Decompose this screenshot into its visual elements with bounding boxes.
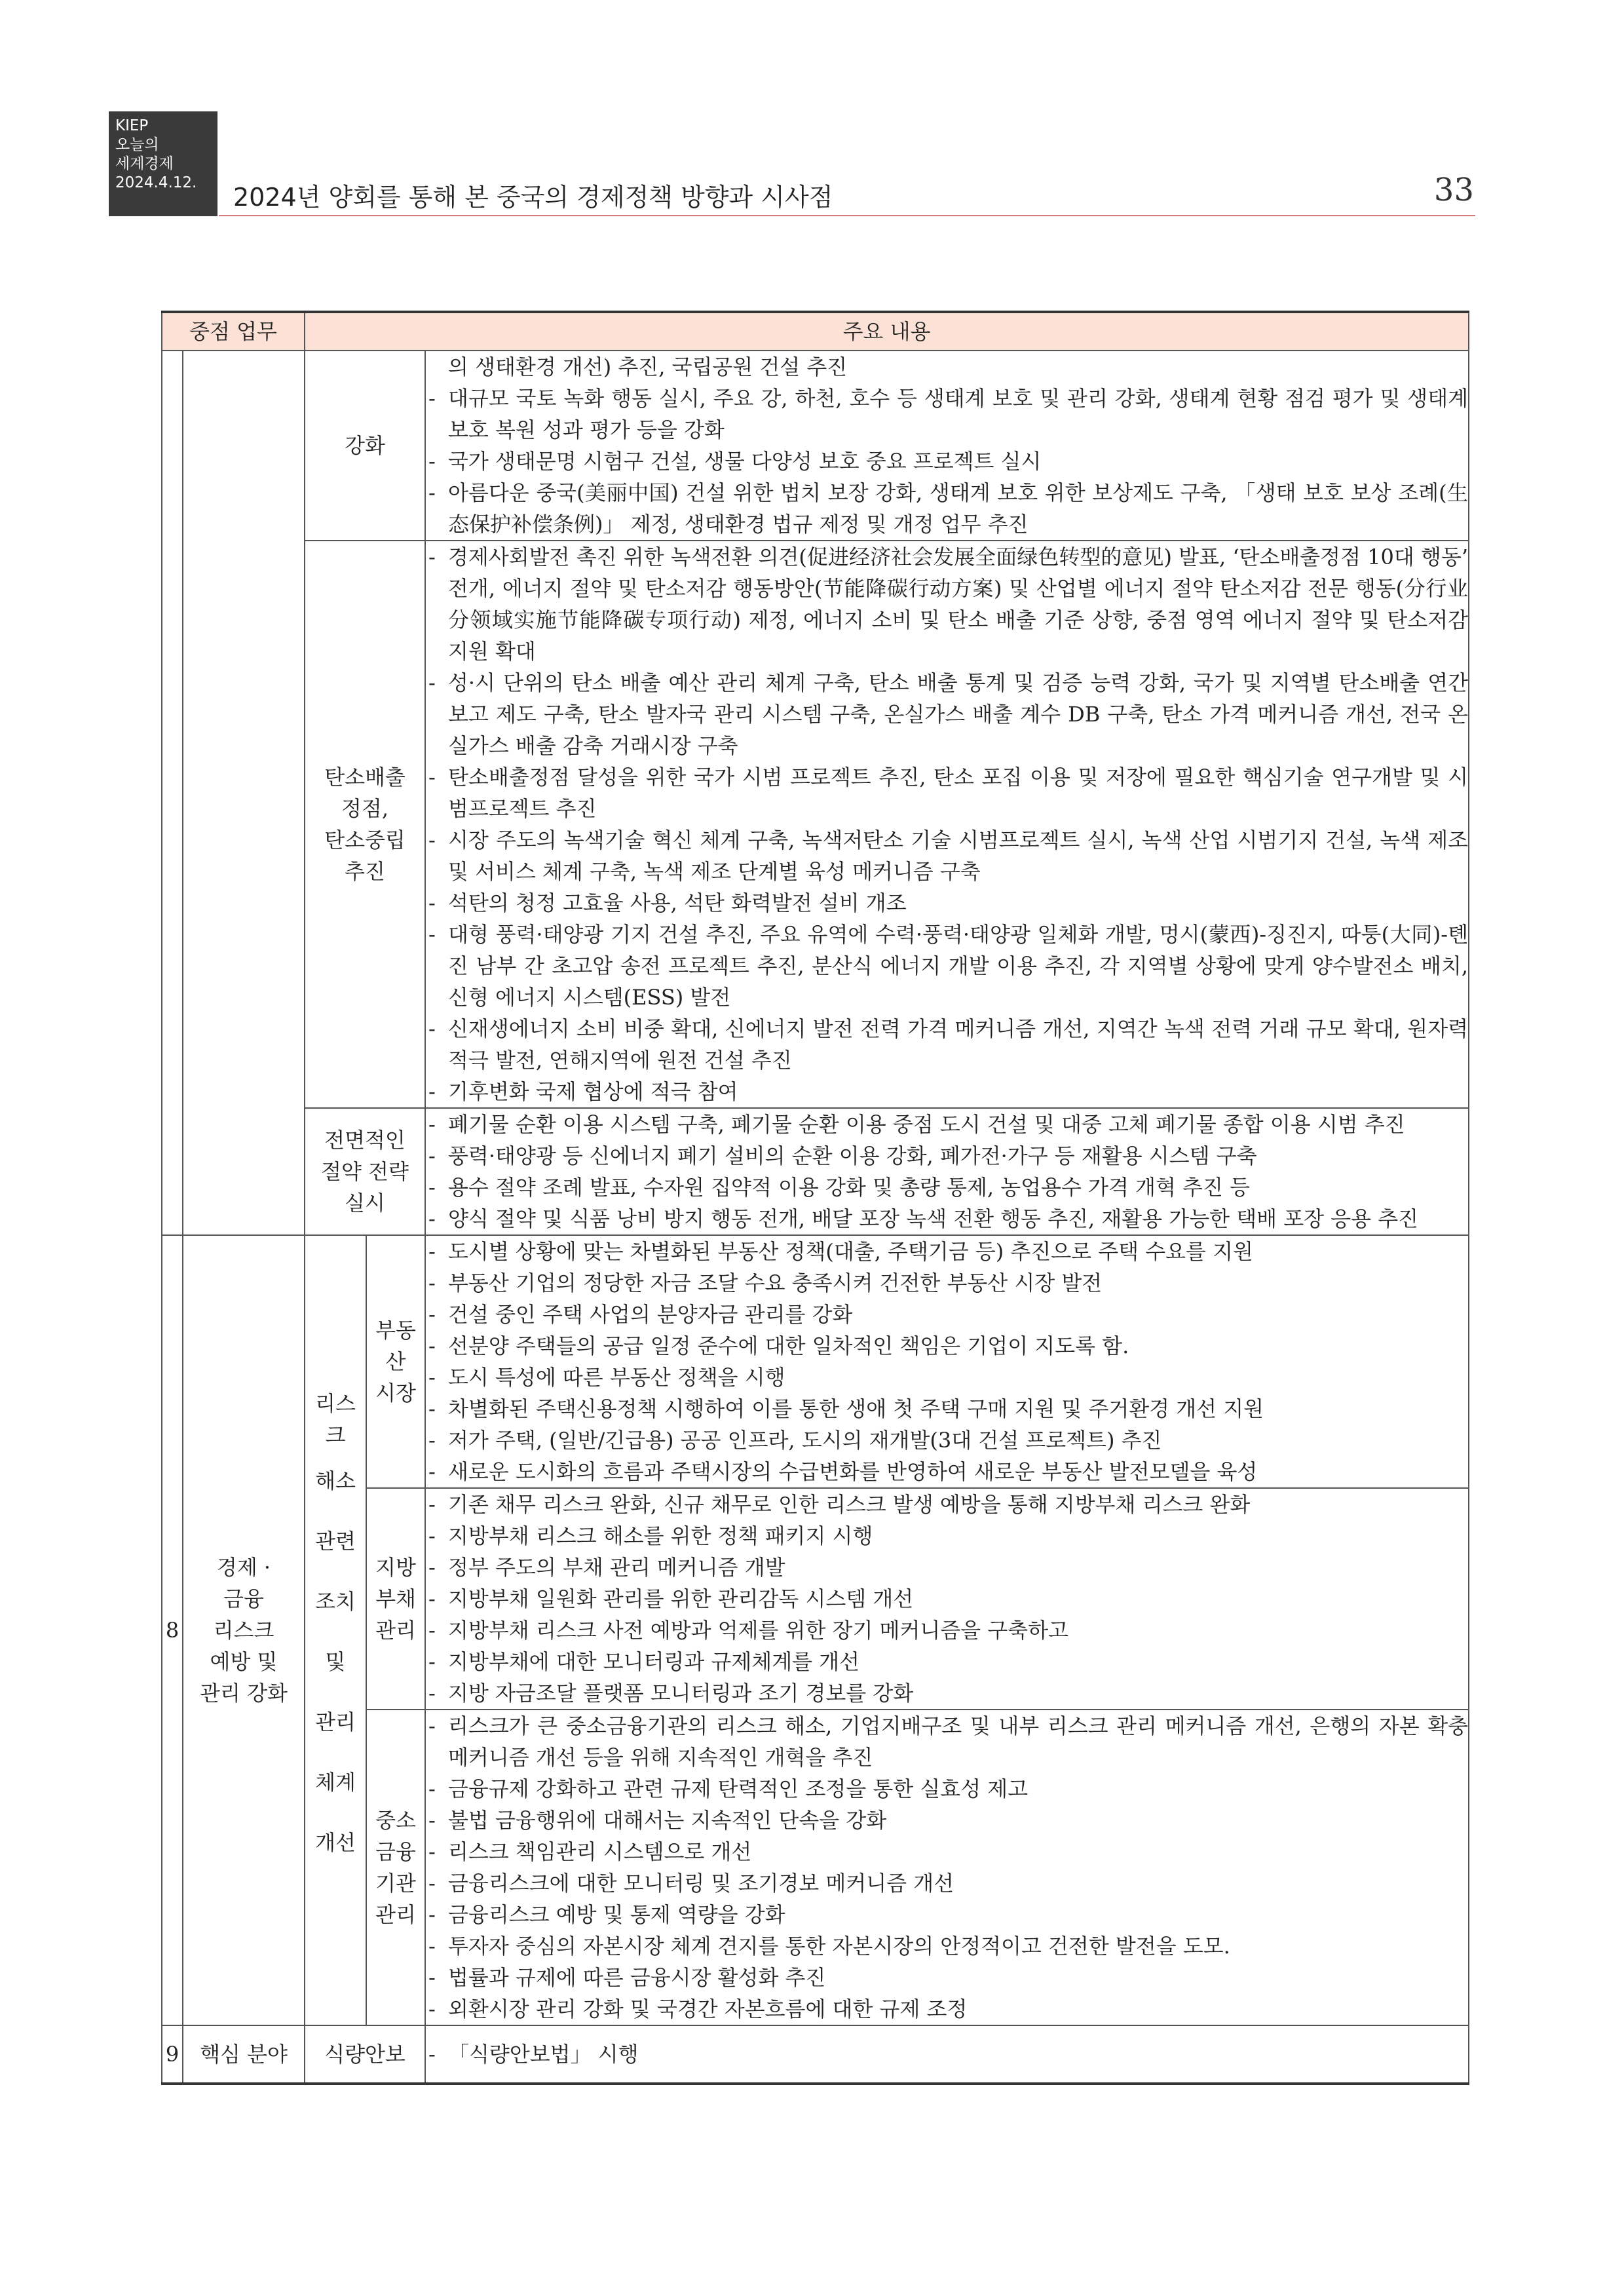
list-item: - 기존 채무 리스크 완화, 신규 채무로 인한 리스크 발생 예방을 통해 지방부채 리스크 완화 <box>426 1489 1468 1520</box>
sub-label-carbon <box>305 541 425 1108</box>
list-item: - 불법 금융행위에 대해서는 지속적인 단속을 강화 <box>426 1805 1468 1836</box>
label-line: 관련 <box>315 1529 356 1554</box>
series-name-line2: 세계경제 <box>115 155 174 172</box>
label-line: 부채 <box>375 1586 416 1611</box>
label-line: 산 <box>385 1349 406 1374</box>
list-item: - 국가 생태문명 시험구 건설, 생물 다양성 보호 중요 프로젝트 실시 <box>426 446 1468 477</box>
label-line: 중소 <box>375 1808 416 1833</box>
content-cell <box>425 1488 1469 1710</box>
list-item: - 지방부채 리스크 해소를 위한 정책 패키지 시행 <box>426 1520 1468 1552</box>
list-item: - 탄소배출정점 달성을 위한 국가 시범 프로젝트 추진, 탄소 포집 이용 및 저장에 필요한 핵심기술 연구개발 및 시범프로젝트 추진 <box>426 761 1468 824</box>
list-item: - 대형 풍력·태양광 기지 건설 추진, 주요 유역에 수력·풍력·태양광 일체화 개발, 멍시(蒙西)-징진지, 따퉁(大同)-톈진 남부 간 초고압 송전 프로젝트 추진, 분산식 에너지 개발 이용 추진, 각 지역별 상황에 맞게 양수발전소 배치, 신형 에너지 시스템(ESS) 발전 <box>426 919 1468 1013</box>
list-item: - 정부 주도의 부채 관리 메커니즘 개발 <box>426 1552 1468 1583</box>
list-item: - 외환시장 관리 강화 및 국경간 자본흐름에 대한 규제 조정 <box>426 1993 1468 2025</box>
document-title: 2024년 양회를 통해 본 중국의 경제정책 방향과 시사점 <box>233 183 833 212</box>
label-line: 금융 <box>375 1839 416 1864</box>
list-item: - 도시 특성에 따른 부동산 정책을 시행 <box>426 1362 1468 1393</box>
list-item: - 대규모 국토 녹화 행동 실시, 주요 강, 하천, 호수 등 생태계 보호 및 관리 강화, 생태계 현황 점검 평가 및 생태계 보호 복원 성과 평가 등을 강화 <box>426 383 1468 446</box>
sub-label-strengthen: 강화 <box>305 351 425 541</box>
label-line: 부동 <box>375 1318 416 1343</box>
label-line: 절약 전략 <box>321 1159 409 1184</box>
table-row <box>162 541 1469 1108</box>
list-item: - 도시별 상황에 맞는 차별화된 부동산 정책(대출, 주택기금 등) 추진으로 주택 수요를 지원 <box>426 1236 1468 1267</box>
label-line: 리스 <box>315 1391 356 1416</box>
sub-label-smallfin <box>366 1710 425 2025</box>
label-line: 경제 · <box>216 1555 271 1580</box>
list-item: - 금융규제 강화하고 관련 규제 탄력적인 조정을 통한 실효성 제고 <box>426 1773 1468 1805</box>
list-item: - 건설 중인 주택 사업의 분양자금 관리를 강화 <box>426 1299 1468 1330</box>
content-cell <box>425 1108 1469 1235</box>
label-line: 체계 <box>315 1770 356 1795</box>
issue-date: 2024.4.12. <box>115 174 197 191</box>
list-item: - 금융리스크 예방 및 통제 역량을 강화 <box>426 1899 1468 1930</box>
list-item: - 양식 절약 및 식품 낭비 방지 행동 전개, 배달 포장 녹색 전환 행동 추진, 재활용 가능한 택배 포장 응용 추진 <box>426 1203 1468 1234</box>
list-item: - 리스크 책임관리 시스템으로 개선 <box>426 1836 1468 1867</box>
table-row <box>162 351 1469 541</box>
list-item: - 지방부채 리스크 사전 예방과 억제를 위한 장기 메커니즘을 구축하고 <box>426 1615 1468 1646</box>
focus-core: 핵심 분야 <box>183 2025 305 2084</box>
label-line: 전면적인 <box>324 1128 406 1153</box>
content-cell <box>425 541 1469 1108</box>
list-item: 의 생태환경 개선) 추진, 국립공원 건설 추진 <box>448 354 848 379</box>
list-item: - 지방부채 일원화 관리를 위한 관리감독 시스템 개선 <box>426 1583 1468 1615</box>
list-item: - 「식량안보법」 시행 <box>426 2038 1468 2070</box>
table-row <box>162 1235 1469 1488</box>
row-number-9: 9 <box>162 2025 183 2084</box>
label-line: 관리 강화 <box>200 1681 288 1706</box>
page-number: 33 <box>1433 172 1474 208</box>
list-item: - 신재생에너지 소비 비중 확대, 신에너지 발전 전력 가격 메커니즘 개선, 지역간 녹색 전력 거래 규모 확대, 원자력 적극 발전, 연해지역에 원전 건설 추진 <box>426 1013 1468 1076</box>
label-line: 리스크 <box>213 1618 274 1643</box>
label-line: 실시 <box>345 1191 385 1215</box>
sub-label-food: 식량안보 <box>305 2025 425 2084</box>
label-line: 탄소중립 <box>324 828 406 852</box>
list-item: - 경제사회발전 촉진 위한 녹색전환 의견(促进经济社会发展全面绿色转型的意见) 발표, ‘탄소배출정점 10대 행동’ 전개, 에너지 절약 및 탄소저감 행동방안(节能降碳行动方案) 및 산업별 에너지 절약 탄소저감 전문 행동(分行业分领域实施节能降碳专项行动) 제정, 에너지 소비 및 탄소 배출 기준 상향, 중점 영역 에너지 절약 및 탄소저감 지원 확대 <box>426 541 1468 667</box>
list-item: - 투자자 중심의 자본시장 체계 견지를 통한 자본시장의 안정적이고 건전한 발전을 도모. <box>426 1930 1468 1962</box>
label-line: 금융 <box>223 1586 264 1611</box>
list-item: - 차별화된 주택신용정책 시행하여 이를 통한 생애 첫 주택 구매 지원 및 주거환경 개선 지원 <box>426 1393 1468 1425</box>
label-line: 추진 <box>345 859 385 884</box>
label-line: 시장 <box>375 1381 416 1406</box>
series-name-line1: 오늘의 <box>115 136 159 153</box>
list-item: - 새로운 도시화의 흐름과 주택시장의 수급변화를 반영하여 새로운 부동산 발전모델을 육성 <box>426 1456 1468 1487</box>
org-name: KIEP <box>115 117 149 134</box>
sub-label-realestate <box>366 1235 425 1488</box>
list-item: - 금융리스크에 대한 모니터링 및 조기경보 메커니즘 개선 <box>426 1867 1468 1899</box>
row-number-cell <box>162 351 183 1235</box>
list-item: - 저가 주택, (일반/긴급용) 공공 인프라, 도시의 재개발(3대 건설 프로젝트) 추진 <box>426 1425 1468 1456</box>
list-item: - 선분양 주택들의 공급 일정 준수에 대한 일차적인 책임은 기업이 지도록 함. <box>426 1330 1468 1362</box>
table-row <box>162 2025 1469 2084</box>
sub-label-saving <box>305 1108 425 1235</box>
list-item: - 용수 절약 조례 발표, 수자원 집약적 이용 강화 및 총량 통제, 농업용수 가격 개혁 추진 등 <box>426 1172 1468 1203</box>
label-line: 정점, <box>341 796 389 821</box>
label-line: 조치 <box>315 1589 356 1614</box>
list-item: - 시장 주도의 녹색기술 혁신 체계 구축, 녹색저탄소 기술 시범프로젝트 실시, 녹색 산업 시범기지 건설, 녹색 제조 및 서비스 체계 구축, 녹색 제조 단계별 육성 메커니즘 구축 <box>426 824 1468 887</box>
label-line: 관리 <box>375 1902 416 1927</box>
list-item: - 기후변화 국제 협상에 적극 참여 <box>426 1076 1468 1107</box>
content-cell <box>425 1710 1469 2025</box>
row-number-8: 8 <box>162 1235 183 2025</box>
focus-risk <box>183 1235 305 2025</box>
label-line: 지방 <box>375 1555 416 1580</box>
list-item: - 성·시 단위의 탄소 배출 예산 관리 체계 구축, 탄소 배출 통계 및 검증 능력 강화, 국가 및 지역별 탄소배출 연간 보고 제도 구축, 탄소 발자국 관리 시스템 구축, 온실가스 배출 계수 DB 구축, 탄소 가격 메커니즘 개선, 전국 온실가스 배출 감축 거래시장 구축 <box>426 667 1468 761</box>
label-line: 크 <box>325 1423 346 1447</box>
policy-table <box>161 311 1469 2085</box>
label-line: 및 <box>325 1649 346 1674</box>
sub-label-localdebt <box>366 1488 425 1710</box>
content-cell <box>425 1235 1469 1488</box>
list-item: - 석탄의 청정 고효율 사용, 석탄 화력발전 설비 개조 <box>426 887 1468 919</box>
list-item: - 아름다운 중국(美丽中国) 건설 위한 법치 보장 강화, 생태계 보호 위한 보상제도 구축, 「생태 보호 보상 조례(生态保护补偿条例)」 제정, 생태환경 법규 제정 및 개정 업무 추진 <box>426 477 1468 540</box>
risk-measures-label <box>305 1235 366 2025</box>
content-cell <box>425 2025 1469 2084</box>
label-line: 해소 <box>315 1468 356 1493</box>
header-content: 주요 내용 <box>305 312 1469 351</box>
label-line: 탄소배출 <box>324 765 406 790</box>
header-focus: 중점 업무 <box>162 312 305 351</box>
table-header-row <box>162 312 1469 351</box>
label-line: 관리 <box>315 1710 356 1734</box>
list-item: - 지방 자금조달 플랫폼 모니터링과 조기 경보를 강화 <box>426 1677 1468 1709</box>
list-item: - 풍력·태양광 등 신에너지 폐기 설비의 순환 이용 강화, 폐가전·가구 등 재활용 시스템 구축 <box>426 1140 1468 1172</box>
label-line: 기관 <box>375 1871 416 1896</box>
list-item: - 부동산 기업의 정당한 자금 조달 수요 충족시켜 건전한 부동산 시장 발전 <box>426 1267 1468 1299</box>
report-series-badge <box>109 111 217 216</box>
content-cell <box>425 351 1469 541</box>
label-line: 관리 <box>375 1618 416 1643</box>
focus-cell <box>183 351 305 1235</box>
list-item: - 지방부채에 대한 모니터링과 규제체계를 개선 <box>426 1646 1468 1677</box>
list-item: - 폐기물 순환 이용 시스템 구축, 폐기물 순환 이용 중점 도시 건설 및 대중 고체 폐기물 종합 이용 시범 추진 <box>426 1109 1468 1140</box>
label-line: 예방 및 <box>210 1649 278 1674</box>
header-divider <box>219 215 1475 216</box>
table-row <box>162 1108 1469 1235</box>
list-item: - 리스크가 큰 중소금융기관의 리스크 해소, 기업지배구조 및 내부 리스크 관리 메커니즘 개선, 은행의 자본 확충 메커니즘 개선 등을 위해 지속적인 개혁을 추진 <box>426 1710 1468 1773</box>
label-line: 개선 <box>315 1830 356 1855</box>
list-item: - 법률과 규제에 따른 금융시장 활성화 추진 <box>426 1962 1468 1993</box>
